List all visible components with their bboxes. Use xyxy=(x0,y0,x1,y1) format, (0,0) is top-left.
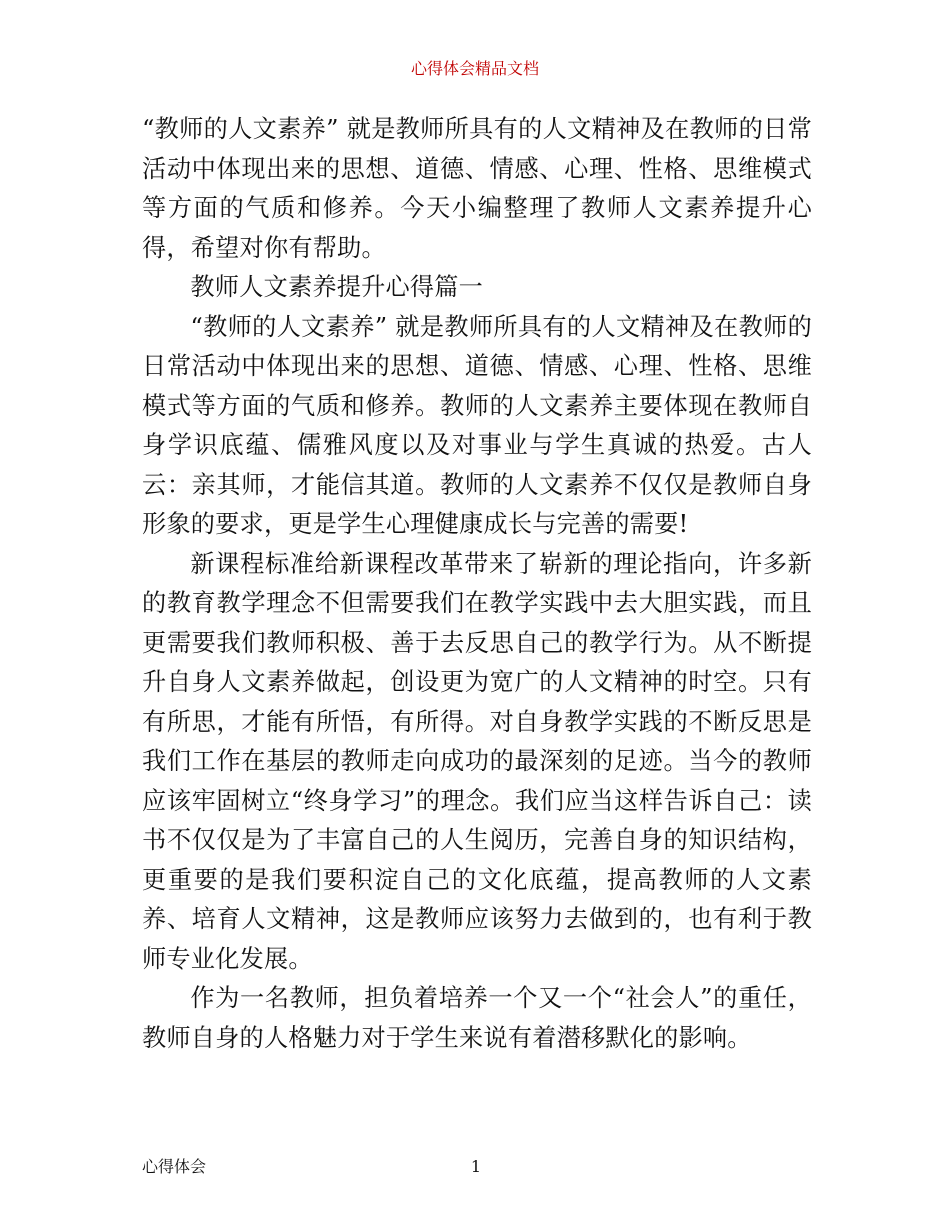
section-heading: 教师人文素养提升心得篇一 xyxy=(190,273,484,301)
footer-label: 心得体会 xyxy=(142,1157,207,1176)
page-header: 心得体会精品文档 xyxy=(410,59,539,78)
paragraph-intro: “教师的人文素养” 就是教师所具有的人文精神及在教师的日常活动中体现出来的思想、道德、情感、心理、性格、思维模式等方面的气质和修养。今天小编整理了教师人文素养提升心得，希望对你有帮助。 xyxy=(142,115,812,262)
document-body xyxy=(142,110,812,1058)
paragraph-3: 作为一名教师，担负着培养一个又一个“社会人”的重任，教师自身的人格魅力对于学生来说有着潜移默化的影响。 xyxy=(142,984,812,1052)
paragraph-2: 新课程标准给新课程改革带来了崭新的理论指向，许多新的教育教学理念不但需要我们在教学实践中去大胆实践，而且更需要我们教师积极、善于去反思自己的教学行为。从不断提升自身人文素养做起，创设更为宽广的人文精神的时空。只有有所思，才能有所悟，有所得。对自身教学实践的不断反思是我们工作在基层的教师走向成功的最深刻的足迹。当今的教师应该牢固树立“终身学习”的理念。我们应当这样告诉自己：读书不仅仅是为了丰富自己的人生阅历，完善自身的知识结构，更重要的是我们要积淀自己的文化底蕴，提高教师的人文素养、培育人文精神，这是教师应该努力去做到的，也有利于教师专业化发展。 xyxy=(142,549,812,973)
page-number: 1 xyxy=(470,1157,482,1176)
paragraph-1: “教师的人文素养” 就是教师所具有的人文精神及在教师的日常活动中体现出来的思想、道德、情感、心理、性格、思维模式等方面的气质和修养。教师的人文素养主要体现在教师自身学识底蕴、儒雅风度以及对事业与学生真诚的热爱。古人云：亲其师，才能信其道。教师的人文素养不仅仅是教师自身形象的要求，更是学生心理健康成长与完善的需要! xyxy=(142,312,812,538)
